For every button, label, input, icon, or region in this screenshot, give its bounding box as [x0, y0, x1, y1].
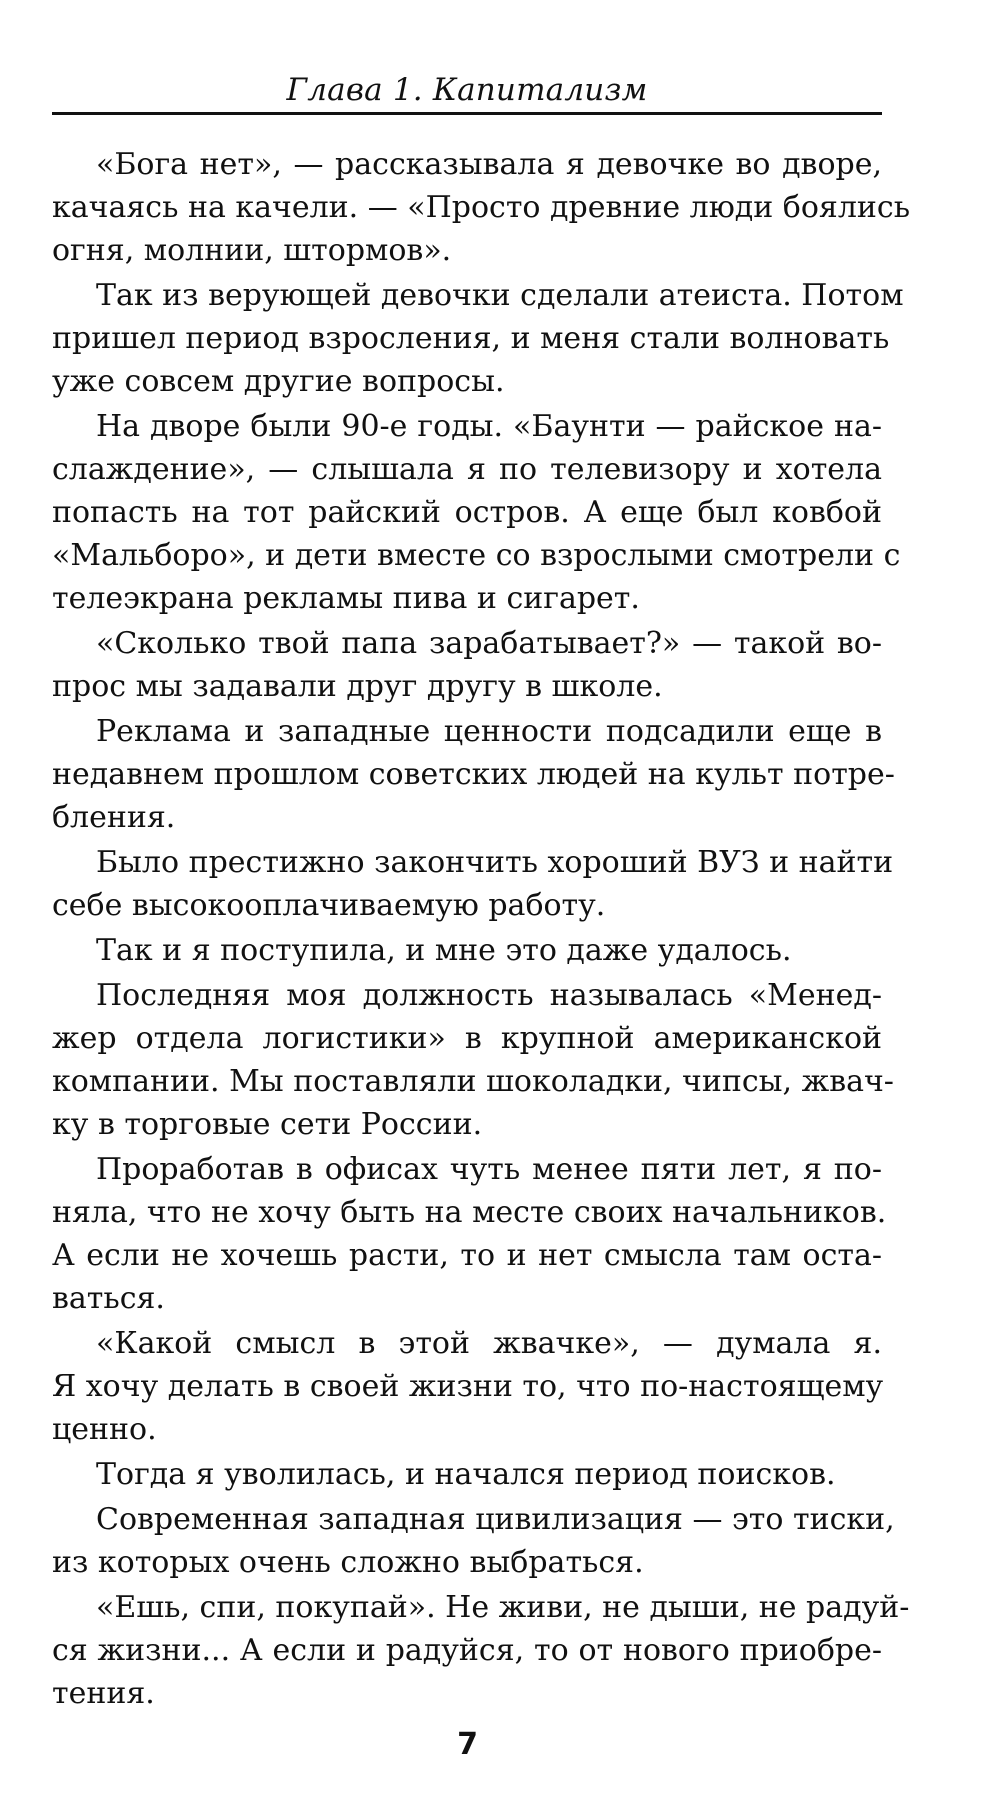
text-line: бления. — [52, 800, 176, 835]
text-line: ценно. — [52, 1412, 157, 1447]
text-line: попасть на тот райский остров. А еще был ковбой — [52, 495, 882, 530]
paragraph — [52, 1148, 887, 1320]
text-line: Было престижно закончить хороший ВУЗ и найти — [96, 845, 894, 880]
text-line: ку в торговые сети России. — [52, 1107, 483, 1142]
paragraph — [52, 143, 911, 272]
text-line: Проработав в офисах чуть менее пяти лет, я по- — [96, 1152, 882, 1187]
text-line: уже совсем другие вопросы. — [52, 364, 505, 399]
page-number: 7 — [457, 1727, 478, 1762]
text-line: Реклама и западные ценности подсадили еще в — [96, 714, 882, 749]
paragraph — [52, 1586, 910, 1715]
text-line: Так из верующей девочки сделали атеиста. Потом — [96, 278, 904, 313]
text-line: «Бога нет», — рассказывала я девочке во дворе, — [96, 147, 882, 182]
text-line: тения. — [52, 1676, 155, 1711]
running-head: Глава 1. Капитализм — [286, 72, 648, 108]
text-line: жер отдела логистики» в крупной американской — [52, 1021, 882, 1056]
text-line: Последняя моя должность называлась «Менед- — [96, 978, 882, 1013]
text-line: телеэкрана рекламы пива и сигарет. — [52, 581, 640, 616]
text-line: из которых очень сложно выбраться. — [52, 1545, 644, 1580]
paragraph — [52, 405, 901, 620]
paragraph — [52, 622, 882, 708]
text-line: ся жизни... А если и радуйся, то от нового приобре- — [52, 1633, 882, 1668]
text-line: Так и я поступила, и мне это даже удалось. — [96, 933, 792, 968]
paragraph — [52, 1453, 882, 1496]
text-line: Тогда я уволилась, и начался период поисков. — [96, 1457, 836, 1492]
header-rule — [52, 112, 882, 115]
text-line: недавнем прошлом советских людей на культ потре- — [52, 757, 895, 792]
text-line: пришел период взросления, и меня стали волновать — [52, 321, 890, 356]
paragraph — [52, 974, 894, 1146]
paragraph — [52, 1498, 895, 1584]
text-line: «Ешь, спи, покупай». Не живи, не дыши, не радуй- — [96, 1590, 910, 1625]
text-line: На дворе были 90-е годы. «Баунти — райское на- — [96, 409, 882, 444]
paragraph — [52, 1322, 882, 1451]
text-line: няла, что не хочу быть на месте своих начальников. — [52, 1195, 887, 1230]
paragraph — [52, 274, 904, 403]
text-line: Я хочу делать в своей жизни то, что по-настоящему — [52, 1369, 884, 1404]
text-line: ваться. — [52, 1281, 165, 1316]
text-line: «Сколько твой папа зарабатывает?» — такой во- — [96, 626, 882, 661]
text-line: Современная западная цивилизация — это тиски, — [96, 1502, 895, 1537]
text-line: себе высокооплачиваемую работу. — [52, 888, 606, 923]
paragraph — [52, 929, 882, 972]
text-line: А если не хочешь расти, то и нет смысла там оста- — [52, 1238, 882, 1273]
text-line: качаясь на качели. — «Просто древние люди боялись — [52, 190, 911, 225]
text-line: прос мы задавали друг другу в школе. — [52, 669, 663, 704]
paragraph — [52, 710, 895, 839]
text-line: слаждение», — слышала я по телевизору и хотела — [52, 452, 882, 487]
text-line: «Какой смысл в этой жвачке», — думала я. — [96, 1326, 882, 1361]
text-line: компании. Мы поставляли шоколадки, чипсы, жвач- — [52, 1064, 894, 1099]
text-line: огня, молнии, штормов». — [52, 233, 452, 268]
paragraph — [52, 841, 894, 927]
text-line: «Мальборо», и дети вместе со взрослыми смотрели с — [52, 538, 901, 573]
body-text — [52, 143, 911, 1717]
